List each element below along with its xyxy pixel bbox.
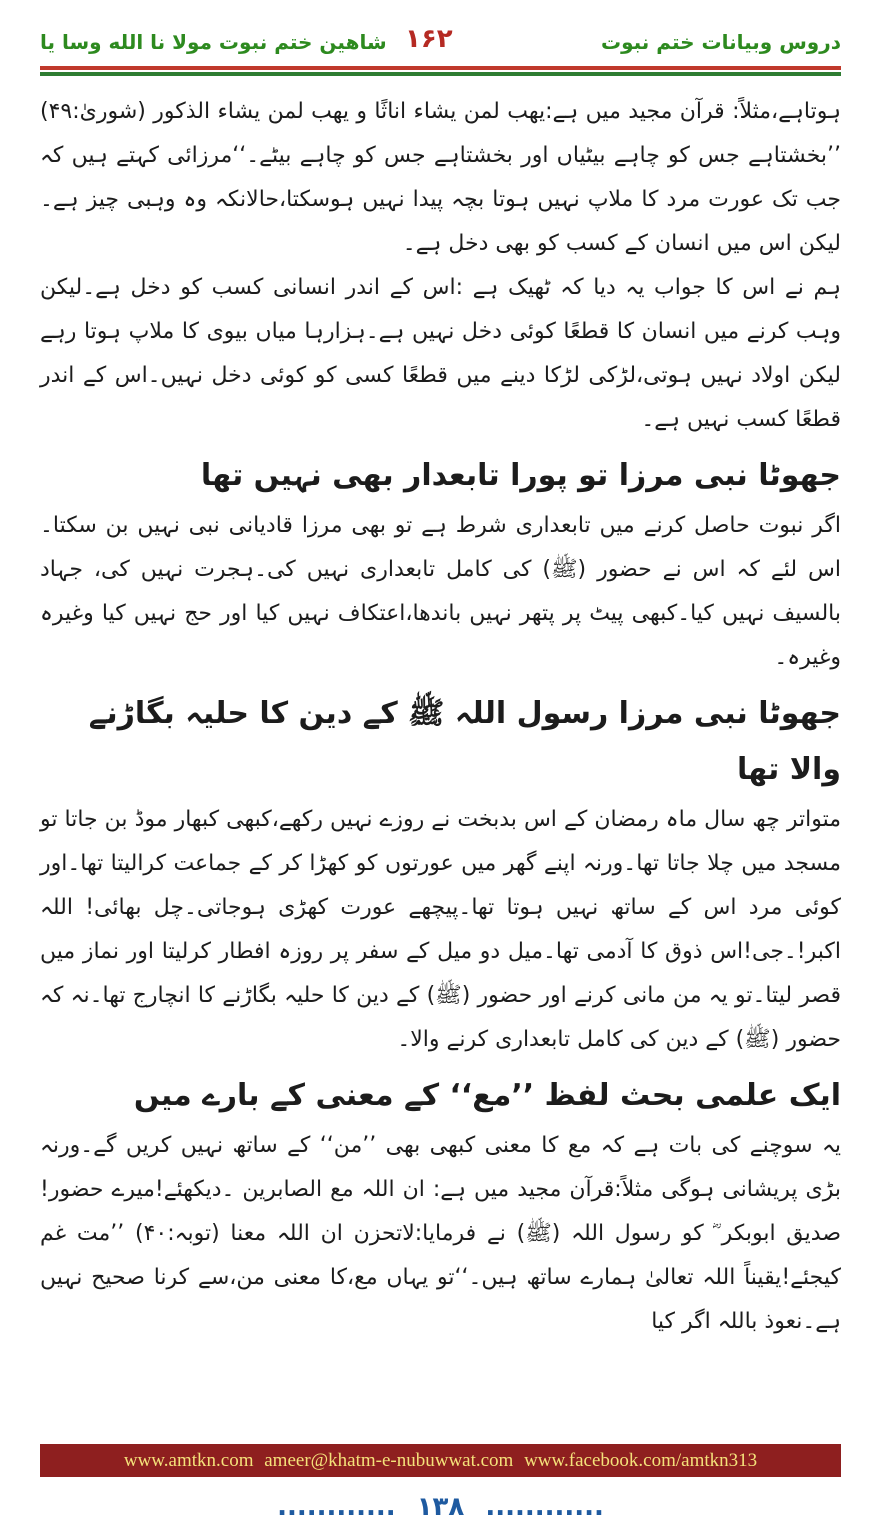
heading-3: ایک علمی بحث لفظ ’’مع‘‘ کے معنی کے بارے میں — [133, 1078, 841, 1113]
author-line: شاهین ختم نبوت مولا نا الله وسا یا — [40, 30, 387, 54]
paragraph-5: یہ سوچنے کی بات ہے کہ مع کا معنی کبھی بھی ’’من‘‘ کے ساتھ نہیں کریں گے۔ورنہ بڑی پریشانی ہوگی مثلاً:قرآن مجید میں ہے: ان اللہ مع الصابرین ۔دیکھئے!میرے حضور!صدیق ابوبکر ؓ کو رسول اللہ (ﷺ) نے فرمایا:لاتحزن ان اللہ معنا (توبہ:۴۰) ’’مت غم کیجئے!یقیناً اللہ تعالیٰ ہمارے ساتھ ہیں۔‘‘تو یہاں مع،کا معنی من،سے کرنا صحیح نہیں ہے۔نعوذ باللہ اگر کیا — [40, 1133, 842, 1334]
header-page-number: ۱۶۲ — [405, 24, 453, 54]
footer-links: www.amtkn.com ameer@khatm-e-nubuwwat.com www.facebook.com/amtkn313 — [40, 1444, 841, 1477]
dots-left: ............ — [277, 1492, 396, 1522]
paragraph-2: ہم نے اس کا جواب یہ دیا کہ ٹھیک ہے :اس کے اندر انسانی کسب کو دخل ہے۔لیکن وہب کرنے میں انسان کا قطعًا کوئی دخل نہیں ہے۔ہزارہا میاں بیوی کا ملاپ ہوتا رہے لیکن اولاد نہیں ہوتی،لڑکی لڑکا دینے میں قطعًا کسی کو کوئی دخل نہیں۔اس کے اندر قطعًا کسب نہیں ہے۔ — [40, 275, 842, 432]
heading-2: جھوٹا نبی مرزا رسول اللہ ﷺ کے دین کا حلیہ بگاڑنے والا تھا — [88, 696, 841, 787]
header-rule-green — [40, 72, 841, 76]
book-title: دروس وبیانات ختم نبوت — [601, 30, 841, 54]
footer-page-number-row — [0, 1492, 881, 1522]
page-header — [0, 0, 881, 70]
paragraph-1: ہوتاہے،مثلاً: قرآن مجید میں ہے:یھب لمن یشاء اناثًا و یھب لمن یشاء الذکور (شوریٰ:۴۹) ’’بخشتاہے جس کو چاہے بیٹیاں اور بخشتاہے جس کو چاہے بیٹے۔‘‘مرزائی کہتے ہیں کہ جب تک عورت مرد کا ملاپ نہیں ہوتا بچہ پیدا نہیں ہوسکتا،حالانکہ وہ وہبی چیز ہے۔لیکن اس میں انسان کے کسب کو بھی دخل ہے۔ — [40, 99, 841, 256]
heading-1: جھوٹا نبی مرزا تو پورا تابعدار بھی نہیں تھا — [200, 458, 841, 493]
page-number: ۱۳۸ — [416, 1492, 465, 1522]
paragraph-3: اگر نبوت حاصل کرنے میں تابعداری شرط ہے تو بھی مرزا قادیانی نبی نہیں بن سکتا۔اس لئے کہ اس نے حضور (ﷺ) کی کامل تابعداری نہیں کی۔ہجرت نہیں کی، جہاد بالسیف نہیں کیا۔کبھی پیٹ پر پتھر نہیں باندھا،اعتکاف نہیں کیا اور حج نہیں کیا وغیرہ وغیرہ۔ — [40, 513, 841, 670]
page-body — [40, 90, 841, 1421]
dots-right: ............ — [485, 1492, 604, 1522]
paragraph-4: متواتر چھ سال ماہ رمضان کے اس بدبخت نے روزے نہیں رکھے،کبھی کبھار موڈ بن جاتا تو مسجد میں چلا جاتا تھا۔ورنہ اپنے گھر میں عورتوں کو کھڑا کر کے جماعت کرالیتا تھا۔اور کوئی مرد اس کے ساتھ نہیں ہوتا تھا۔پیچھے عورت کھڑی ہوجاتی۔چل بھائی! اللہ اکبر!۔جی!اس ذوق کا آدمی تھا۔میل دو میل کے سفر پر روزہ افطار کرلیتا اور نماز میں قصر لیتا۔تو یہ من مانی کرنے اور حضور (ﷺ) کے دین کا حلیہ بگاڑنے کا انچارج تھا۔نہ کہ حضور (ﷺ) کے دین کی کامل تابعداری کرنے والا۔ — [40, 807, 841, 1052]
header-rule-red — [40, 66, 841, 70]
